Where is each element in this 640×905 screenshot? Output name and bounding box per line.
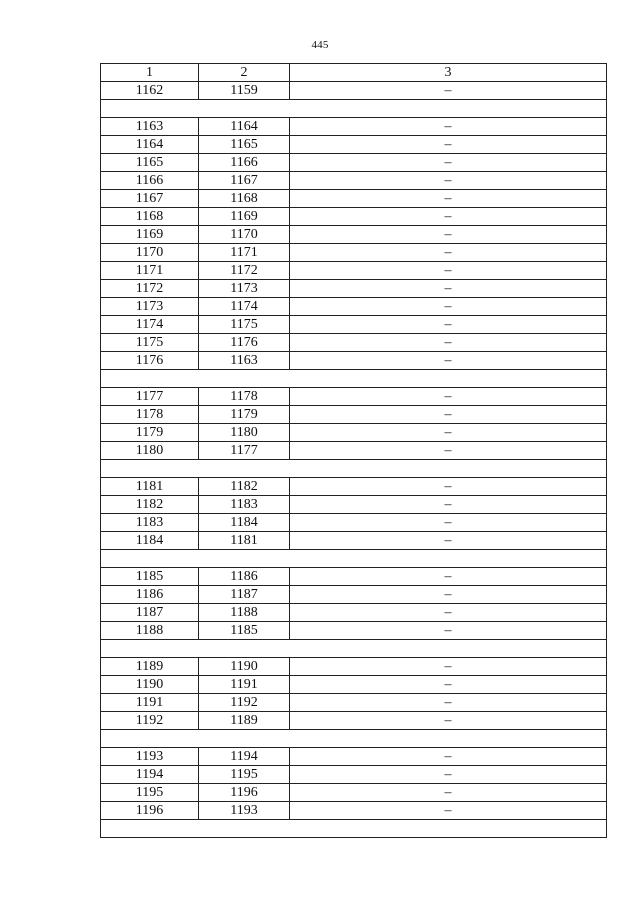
table-row — [101, 388, 607, 406]
table-row — [101, 298, 607, 316]
table-cell: 1190 — [101, 676, 199, 694]
table-cell: 1164 — [199, 118, 290, 136]
table-cell: – — [290, 226, 607, 244]
table-cell: 1187 — [199, 586, 290, 604]
spacer-row — [101, 820, 607, 838]
spacer-cell — [101, 460, 607, 478]
column-header: 2 — [199, 64, 290, 82]
table-row — [101, 532, 607, 550]
spacer-cell — [101, 100, 607, 118]
table-cell: 1189 — [101, 658, 199, 676]
table-cell: – — [290, 622, 607, 640]
table-row — [101, 442, 607, 460]
table-cell: 1175 — [101, 334, 199, 352]
table-cell: 1188 — [199, 604, 290, 622]
column-header: 3 — [290, 64, 607, 82]
table-row — [101, 748, 607, 766]
table-row — [101, 280, 607, 298]
table-cell: – — [290, 478, 607, 496]
table-row — [101, 676, 607, 694]
table-cell: 1166 — [199, 154, 290, 172]
table-cell: 1195 — [101, 784, 199, 802]
table-cell: 1159 — [199, 82, 290, 100]
table-cell: 1165 — [101, 154, 199, 172]
table-row — [101, 190, 607, 208]
spacer-row — [101, 730, 607, 748]
table-cell: 1175 — [199, 316, 290, 334]
spacer-cell — [101, 640, 607, 658]
table-cell: – — [290, 136, 607, 154]
table-row — [101, 622, 607, 640]
table-cell: 1172 — [101, 280, 199, 298]
table-cell: 1191 — [199, 676, 290, 694]
table-row — [101, 514, 607, 532]
table-cell: 1181 — [199, 532, 290, 550]
spacer-row — [101, 100, 607, 118]
table-row — [101, 118, 607, 136]
table-cell: 1169 — [199, 208, 290, 226]
table-body — [101, 82, 607, 838]
table-row — [101, 244, 607, 262]
table-row — [101, 784, 607, 802]
table-cell: – — [290, 424, 607, 442]
table-cell: 1168 — [199, 190, 290, 208]
table-cell: – — [290, 676, 607, 694]
table-cell: – — [290, 208, 607, 226]
table-cell: 1186 — [199, 568, 290, 586]
table-cell: 1189 — [199, 712, 290, 730]
table-row — [101, 208, 607, 226]
table-cell: 1179 — [199, 406, 290, 424]
table-row — [101, 136, 607, 154]
table-row — [101, 352, 607, 370]
table-cell: 1182 — [199, 478, 290, 496]
table-row — [101, 406, 607, 424]
table-cell: 1165 — [199, 136, 290, 154]
spacer-row — [101, 550, 607, 568]
table-cell: – — [290, 352, 607, 370]
table-cell: – — [290, 766, 607, 784]
table-row — [101, 334, 607, 352]
table-cell: 1180 — [199, 424, 290, 442]
table-cell: 1176 — [199, 334, 290, 352]
table-cell: 1193 — [199, 802, 290, 820]
table-cell: 1166 — [101, 172, 199, 190]
table-header-row — [101, 64, 607, 82]
table-cell: – — [290, 802, 607, 820]
table-cell: 1177 — [199, 442, 290, 460]
table-cell: 1163 — [199, 352, 290, 370]
table-cell: 1194 — [101, 766, 199, 784]
table-cell: 1170 — [101, 244, 199, 262]
table-cell: 1167 — [199, 172, 290, 190]
table-cell: – — [290, 190, 607, 208]
table-cell: – — [290, 280, 607, 298]
table-cell: 1178 — [101, 406, 199, 424]
table-cell: – — [290, 316, 607, 334]
spacer-cell — [101, 730, 607, 748]
table-cell: 1172 — [199, 262, 290, 280]
table-cell: 1192 — [101, 712, 199, 730]
table-cell: 1183 — [101, 514, 199, 532]
table-cell: – — [290, 658, 607, 676]
table-cell: 1168 — [101, 208, 199, 226]
table-cell: 1185 — [199, 622, 290, 640]
table-row — [101, 316, 607, 334]
table-row — [101, 424, 607, 442]
table-cell: – — [290, 496, 607, 514]
table-cell: – — [290, 694, 607, 712]
table-row — [101, 694, 607, 712]
table-cell: – — [290, 244, 607, 262]
table-cell: 1171 — [199, 244, 290, 262]
spacer-row — [101, 460, 607, 478]
table-row — [101, 262, 607, 280]
table-cell: 1180 — [101, 442, 199, 460]
table-cell: – — [290, 262, 607, 280]
table-cell: 1174 — [101, 316, 199, 334]
table-cell: – — [290, 406, 607, 424]
table-row — [101, 766, 607, 784]
table-row — [101, 604, 607, 622]
table-cell: 1162 — [101, 82, 199, 100]
spacer-cell — [101, 550, 607, 568]
column-header: 1 — [101, 64, 199, 82]
table-cell: 1188 — [101, 622, 199, 640]
table-row — [101, 172, 607, 190]
spacer-row — [101, 370, 607, 388]
table-cell: 1184 — [101, 532, 199, 550]
table-cell: – — [290, 748, 607, 766]
table-cell: – — [290, 712, 607, 730]
table-cell: 1183 — [199, 496, 290, 514]
table-cell: 1178 — [199, 388, 290, 406]
table-cell: 1163 — [101, 118, 199, 136]
table-cell: 1195 — [199, 766, 290, 784]
table-cell: 1177 — [101, 388, 199, 406]
table-cell: – — [290, 82, 607, 100]
table-cell: – — [290, 514, 607, 532]
table-cell: 1179 — [101, 424, 199, 442]
spacer-cell — [101, 820, 607, 838]
table-row — [101, 586, 607, 604]
table-row — [101, 568, 607, 586]
table-cell: 1169 — [101, 226, 199, 244]
table-cell: 1193 — [101, 748, 199, 766]
table-cell: – — [290, 442, 607, 460]
spacer-cell — [101, 370, 607, 388]
table-cell: 1191 — [101, 694, 199, 712]
table-cell: 1187 — [101, 604, 199, 622]
table-cell: 1181 — [101, 478, 199, 496]
table-row — [101, 478, 607, 496]
table-cell: – — [290, 334, 607, 352]
table-cell: – — [290, 298, 607, 316]
table-cell: – — [290, 568, 607, 586]
table-cell: 1196 — [199, 784, 290, 802]
table-cell: 1196 — [101, 802, 199, 820]
table-cell: – — [290, 784, 607, 802]
table-cell: 1190 — [199, 658, 290, 676]
table-row — [101, 226, 607, 244]
table-cell: 1173 — [199, 280, 290, 298]
page-number: 445 — [311, 39, 329, 51]
table-cell: 1194 — [199, 748, 290, 766]
table-cell: 1185 — [101, 568, 199, 586]
table-cell: – — [290, 172, 607, 190]
table-cell: 1186 — [101, 586, 199, 604]
table-cell: 1176 — [101, 352, 199, 370]
data-table — [100, 63, 607, 838]
table-cell: 1173 — [101, 298, 199, 316]
table-row — [101, 712, 607, 730]
table-row — [101, 496, 607, 514]
table-cell: 1171 — [101, 262, 199, 280]
table-cell: – — [290, 586, 607, 604]
table-cell: 1170 — [199, 226, 290, 244]
table-cell: 1167 — [101, 190, 199, 208]
table-row — [101, 658, 607, 676]
table-cell: 1192 — [199, 694, 290, 712]
table-cell: – — [290, 118, 607, 136]
table-cell: – — [290, 532, 607, 550]
table-cell: 1164 — [101, 136, 199, 154]
table-cell: – — [290, 388, 607, 406]
table-cell: 1184 — [199, 514, 290, 532]
table-row — [101, 154, 607, 172]
spacer-row — [101, 640, 607, 658]
table-row — [101, 802, 607, 820]
table-row — [101, 82, 607, 100]
table-cell: – — [290, 604, 607, 622]
table-cell: 1182 — [101, 496, 199, 514]
table-cell: – — [290, 154, 607, 172]
table-cell: 1174 — [199, 298, 290, 316]
